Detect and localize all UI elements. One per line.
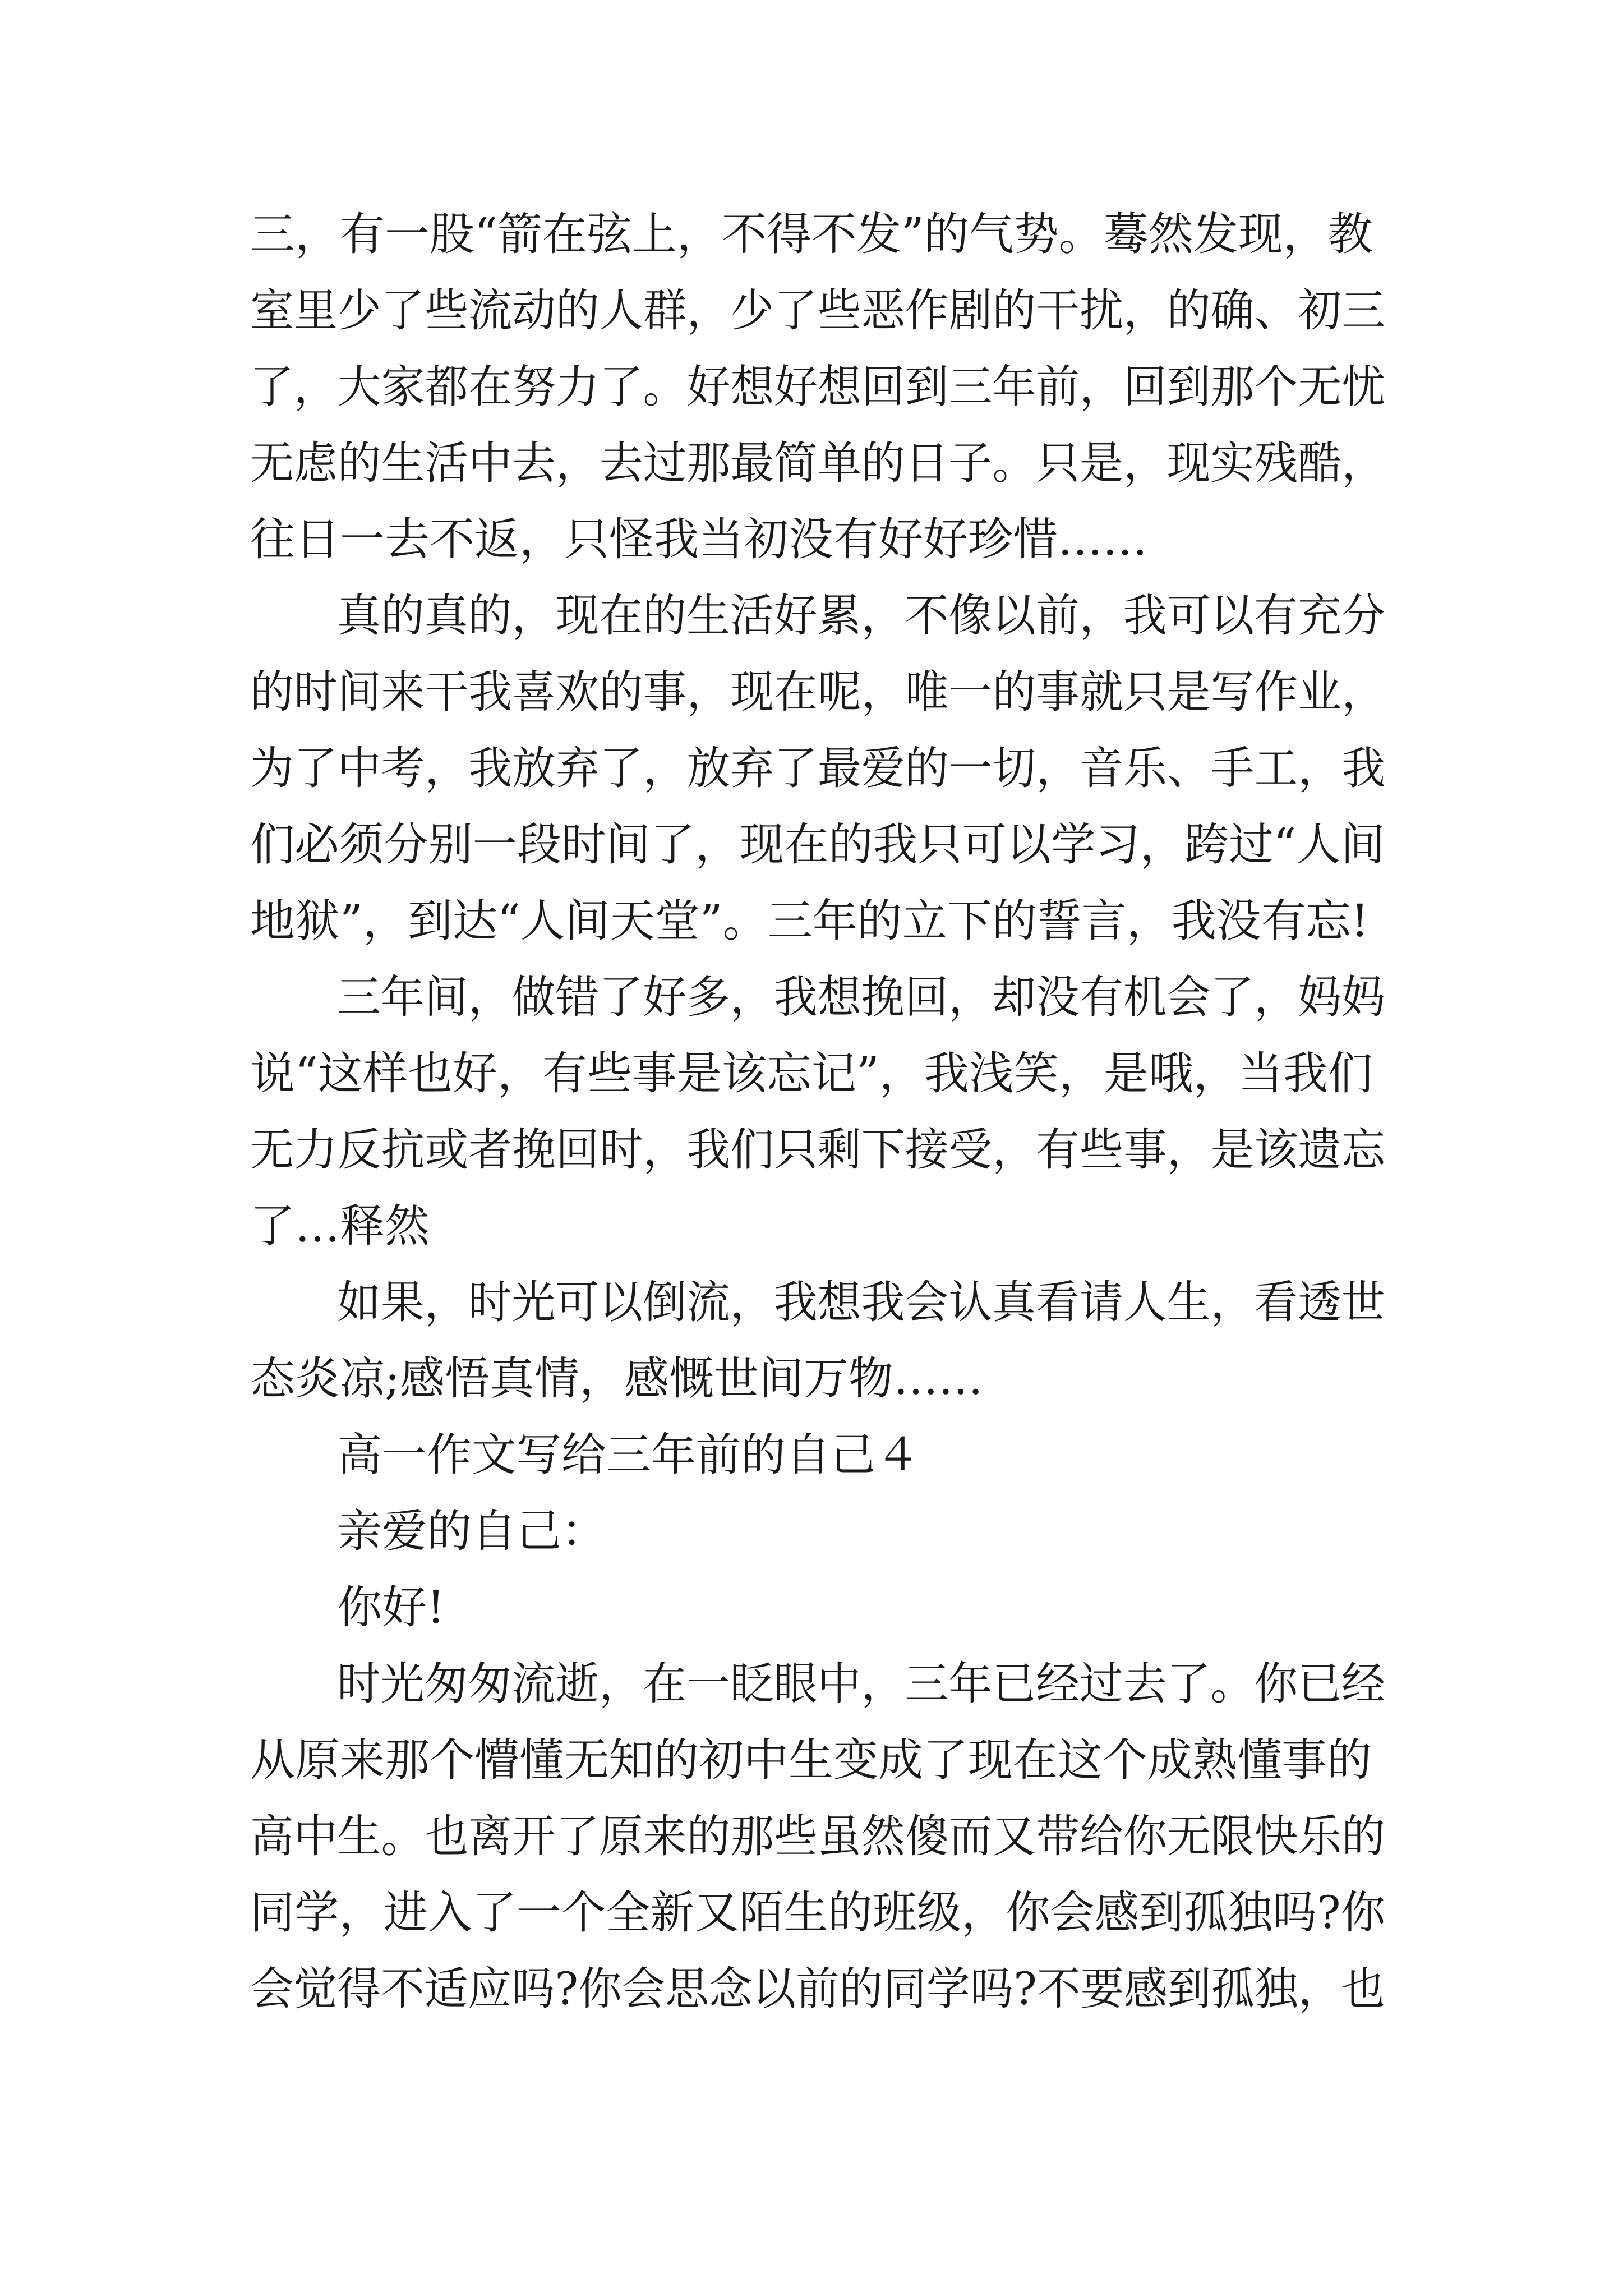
text-line: 会觉得不适应吗?你会思念以前的同学吗?不要感到孤独，也 — [250, 1963, 1385, 2015]
text-line: 地狱”，到达“人间天堂”。三年的立下的誓言，我没有忘! — [250, 895, 1369, 947]
paragraph-first-line: 真的真的，现在的生活好累，不像以前，我可以有充分 — [337, 590, 1385, 642]
section-heading: 高一作文写给三年前的自己４ — [337, 1429, 920, 1481]
text-line: 室里少了些流动的人群，少了些恶作剧的干扰，的确、初三 — [250, 284, 1386, 337]
salutation: 亲爱的自己： — [337, 1505, 606, 1557]
text-line: 了…释然 — [250, 1200, 430, 1252]
paragraph-first-line: 如果，时光可以倒流，我想我会认真看请人生，看透世 — [337, 1276, 1385, 1328]
text-line: 高中生。也离开了原来的那些虽然傻而又带给你无限快乐的 — [250, 1810, 1386, 1862]
text-line: 往日一去不返，只怪我当初没有好好珍惜…… — [250, 513, 1147, 565]
text-line: 无虑的生活中去，去过那最简单的日子。只是，现实残酷， — [250, 437, 1386, 489]
text-line: 的时间来干我喜欢的事，现在呢，唯一的事就只是写作业， — [250, 666, 1386, 718]
text-line: 说“这样也好，有些事是该忘记”，我浅笑，是哦，当我们 — [250, 1047, 1373, 1099]
text-line: 无力反抗或者挽回时，我们只剩下接受，有些事，是该遗忘 — [250, 1124, 1386, 1176]
text-line: 同学，进入了一个全新又陌生的班级，你会感到孤独吗?你 — [250, 1887, 1385, 1939]
text-line: 从原来那个懵懂无知的初中生变成了现在这个成熟懂事的 — [250, 1734, 1372, 1786]
paragraph-first-line: 三年间，做错了好多，我想挽回，却没有机会了，妈妈 — [337, 971, 1385, 1023]
text-line: 三，有一股“箭在弦上，不得不发”的气势。蓦然发现，教 — [250, 208, 1373, 260]
text-line: 态炎凉;感悟真情，感慨世间万物…… — [250, 1352, 983, 1405]
text-line: 们必须分别一段时间了，现在的我只可以学习，跨过“人间 — [250, 818, 1385, 871]
text-line: 了，大家都在努力了。好想好想回到三年前，回到那个无忧 — [250, 361, 1386, 413]
greeting: 你好! — [337, 1581, 445, 1634]
text-line: 为了中考，我放弃了，放弃了最爱的一切，音乐、手工，我 — [250, 742, 1386, 794]
paragraph-first-line: 时光匆匆流逝，在一眨眼中，三年已经过去了。你已经 — [337, 1658, 1385, 1710]
